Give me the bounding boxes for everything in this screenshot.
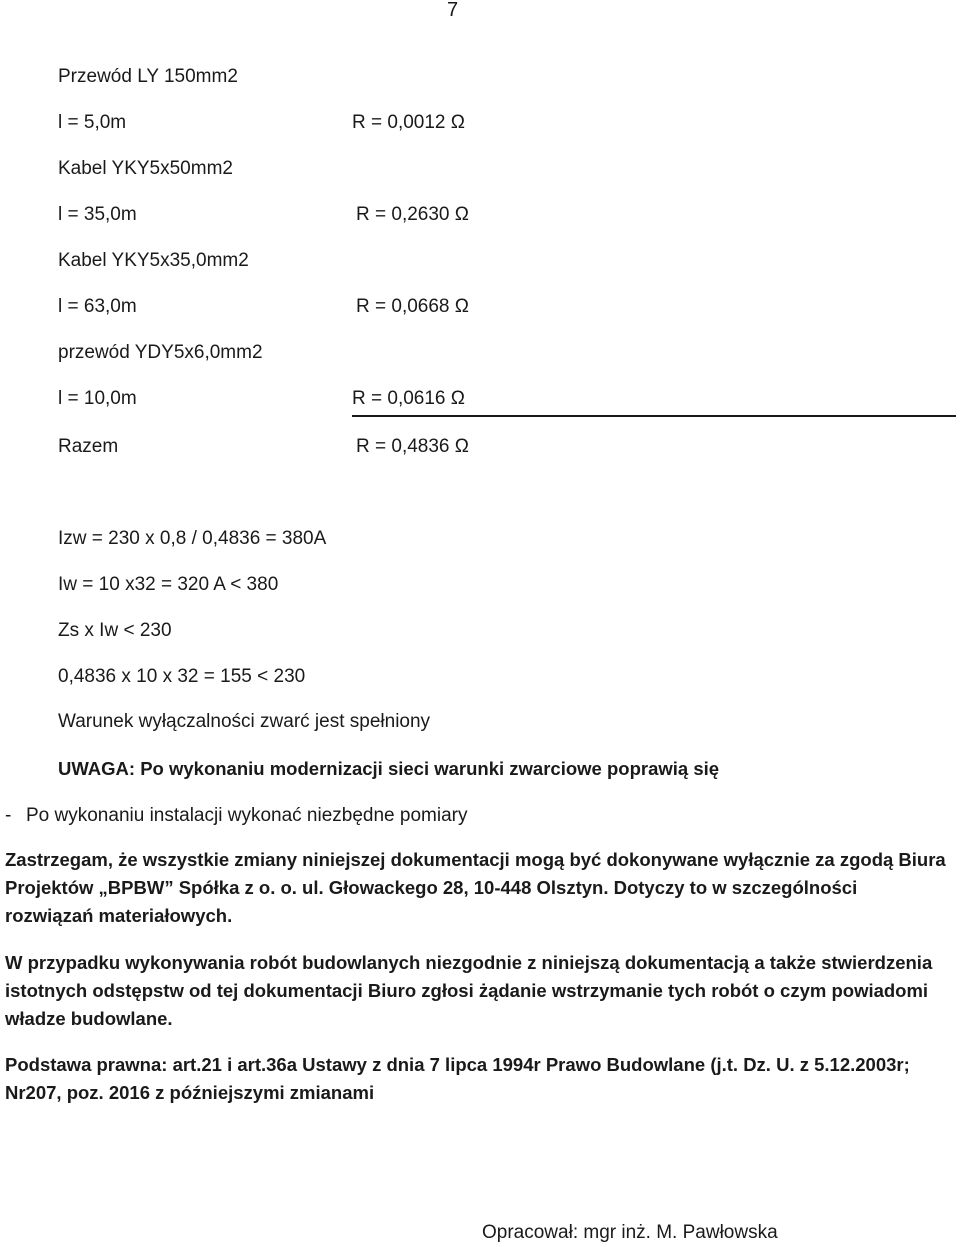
item-3-length: l = 63,0m xyxy=(58,296,137,317)
sum-divider xyxy=(352,415,956,417)
item-2-length: l = 35,0m xyxy=(58,204,137,225)
item-1-name: Przewód LY 150mm2 xyxy=(58,66,238,87)
item-2-name: Kabel YKY5x50mm2 xyxy=(58,158,233,179)
item-3-resistance: R = 0,0668 Ω xyxy=(356,296,469,317)
formula-izw: Izw = 230 x 0,8 / 0,4836 = 380A xyxy=(58,528,327,549)
total-label: Razem xyxy=(58,436,119,457)
measurement-note: Po wykonaniu instalacji wykonać niezbędne pomiary xyxy=(26,805,468,826)
condition-statement: Warunek wyłączalności zwarć jest spełniony xyxy=(58,711,431,732)
reservation-paragraph: Zastrzegam, że wszystkie zmiany niniejszej dokumentacji mogą być dokonywane wyłącznie za zgodą Biura Projektów „BPBW” Spółka z o. o. ul. Głowackego 28, 10-448 Olsztyn. Dotyczy to w szczególności rozwiązań materiałowych. xyxy=(5,849,946,926)
dash-marker: - xyxy=(5,805,12,826)
item-3-name: Kabel YKY5x35,0mm2 xyxy=(58,250,249,271)
item-4-name: przewód YDY5x6,0mm2 xyxy=(58,342,263,363)
item-4-length: l = 10,0m xyxy=(58,388,137,409)
legal-basis-paragraph: Podstawa prawna: art.21 i art.36a Ustawy z dnia 7 lipca 1994r Prawo Budowlane (j.t. Dz. U. z 5.12.2003r; Nr207, poz. 2016 z późniejszymi zmianami xyxy=(5,1054,910,1103)
formula-iw: Iw = 10 x32 = 320 A < 380 xyxy=(58,574,279,595)
construction-paragraph: W przypadku wykonywania robót budowlanych niezgodnie z niniejszą dokumentacją a także stwierdzenia istotnych odstępstw od tej dokumentacji Biuro zgłosi żądanie wstrzymanie tych robót o czym powiadomi władze budowlane. xyxy=(5,952,933,1029)
warning-note: UWAGA: Po wykonaniu modernizacji sieci warunki zwarciowe poprawią się xyxy=(58,758,720,779)
signature: Opracował: mgr inż. M. Pawłowska xyxy=(482,1222,778,1243)
page-number: 7 xyxy=(447,0,459,21)
item-1-resistance: R = 0,0012 Ω xyxy=(352,112,465,133)
item-2-resistance: R = 0,2630 Ω xyxy=(356,204,469,225)
total-value: R = 0,4836 Ω xyxy=(356,436,469,457)
item-1-length: l = 5,0m xyxy=(58,112,127,133)
formula-check: 0,4836 x 10 x 32 = 155 < 230 xyxy=(58,666,306,687)
formula-zs: Zs x Iw < 230 xyxy=(58,620,172,641)
item-4-resistance: R = 0,0616 Ω xyxy=(352,388,465,409)
